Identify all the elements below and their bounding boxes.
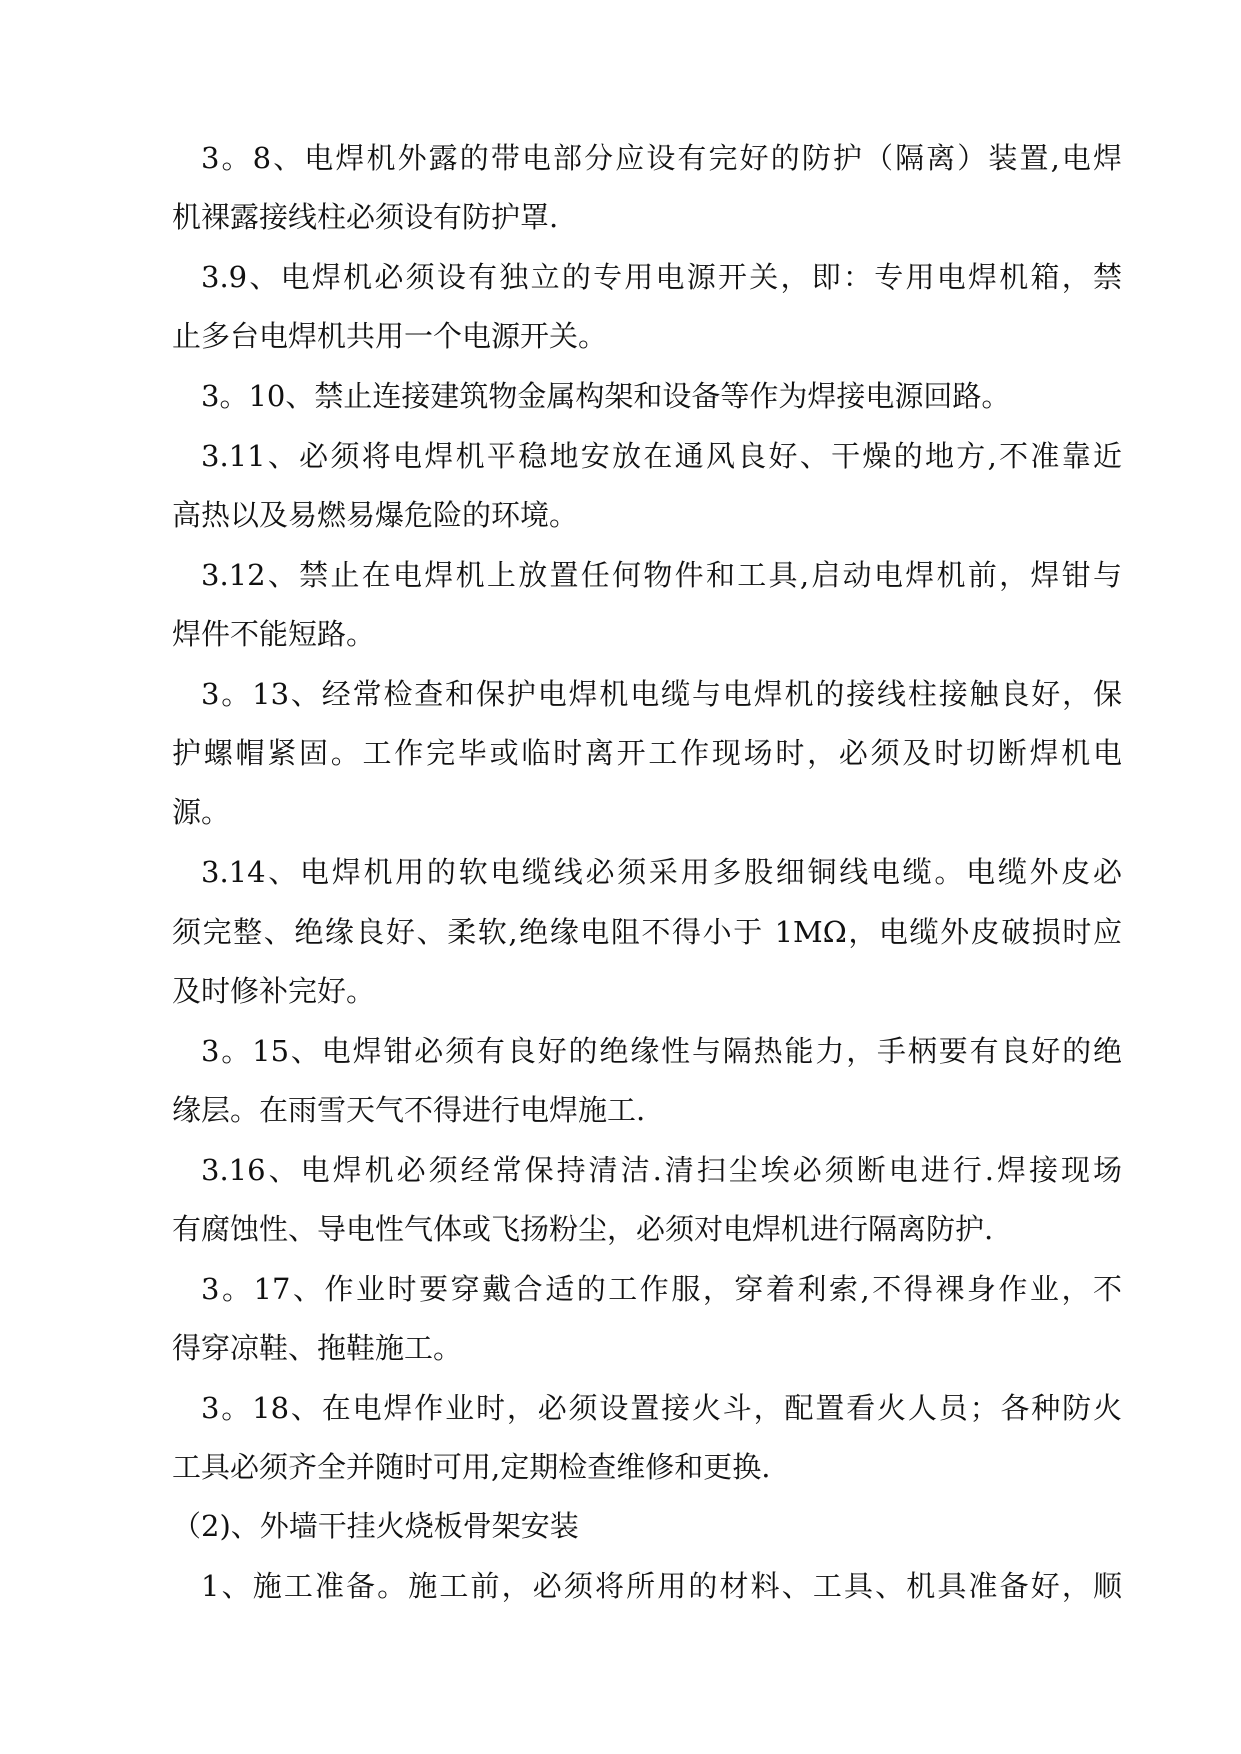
text-line: 3。10、禁止连接建筑物金属构架和设备等作为焊接电源回路。 — [201, 379, 1011, 413]
text-line: 1、施工准备。施工前，必须将所用的材料、工具、机具准备好，顺 — [201, 1569, 1122, 1603]
text-line: 源。 — [172, 795, 231, 829]
text-line: 3.9、电焊机必须设有独立的专用电源开关，即：专用电焊机箱，禁 — [201, 260, 1122, 294]
section-heading: （2)、外墙干挂火烧板骨架安装 — [172, 1509, 579, 1543]
text-line: 及时修补完好。 — [172, 974, 376, 1008]
text-line: 止多台电焊机共用一个电源开关。 — [172, 319, 608, 353]
text-line: 得穿凉鞋、拖鞋施工。 — [172, 1331, 463, 1365]
text-line: 3。18、在电焊作业时，必须设置接火斗，配置看火人员；各种防火 — [201, 1391, 1122, 1425]
text-line: 3.12、禁止在电焊机上放置任何物件和工具,启动电焊机前，焊钳与 — [201, 558, 1122, 592]
text-line: 3.16、电焊机必须经常保持清洁.清扫尘埃必须断电进行.焊接现场 — [201, 1153, 1122, 1187]
text-line: 3.11、必须将电焊机平稳地安放在通风良好、干燥的地方,不准靠近 — [201, 439, 1122, 473]
text-line: 3。17、作业时要穿戴合适的工作服，穿着利索,不得裸身作业，不 — [201, 1272, 1122, 1306]
text-line: 高热以及易燃易爆危险的环境。 — [172, 498, 579, 532]
text-line: 3。15、电焊钳必须有良好的绝缘性与隔热能力，手柄要有良好的绝 — [201, 1034, 1122, 1068]
text-line: 3.14、电焊机用的软电缆线必须采用多股细铜线电缆。电缆外皮必 — [201, 855, 1122, 889]
text-line: 3。8、电焊机外露的带电部分应设有完好的防护（隔离）装置,电焊 — [201, 141, 1122, 175]
text-line: 有腐蚀性、导电性气体或飞扬粉尘，必须对电焊机进行隔离防护. — [172, 1212, 994, 1246]
text-line: 缘层。在雨雪天气不得进行电焊施工. — [172, 1093, 646, 1127]
text-line: 工具必须齐全并随时可用,定期检查维修和更换. — [172, 1450, 771, 1484]
text-line: 护螺帽紧固。工作完毕或临时离开工作现场时，必须及时切断焊机电 — [172, 736, 1122, 770]
text-line: 3。13、经常检查和保护电焊机电缆与电焊机的接线柱接触良好，保 — [201, 677, 1122, 711]
text-line: 须完整、绝缘良好、柔软,绝缘电阻不得小于 1MΩ，电缆外皮破损时应 — [172, 915, 1122, 949]
text-line: 焊件不能短路。 — [172, 617, 376, 651]
text-line: 机裸露接线柱必须设有防护罩. — [172, 200, 559, 234]
